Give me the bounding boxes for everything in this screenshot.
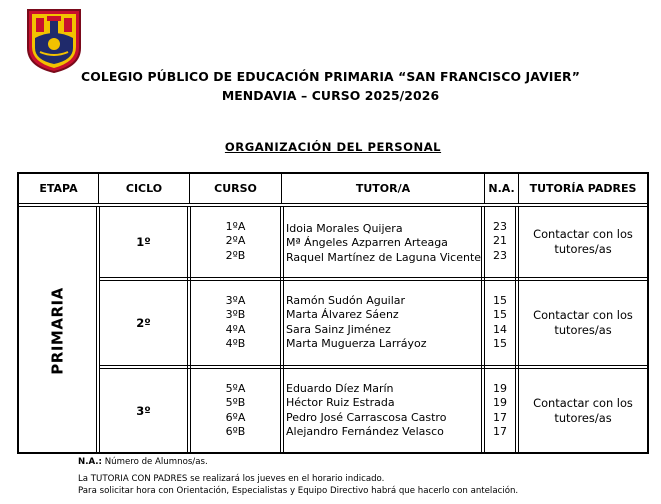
tutores-ciclo-2: [286, 294, 480, 352]
ciclo-1: 1º: [136, 235, 151, 249]
table-row: 3ºA: [225, 294, 246, 307]
note-tutoria: La TUTORIA CON PADRES se realizará los jueves en el horario indicado.: [78, 474, 385, 484]
na-ciclo-3: [485, 382, 515, 440]
ciclo-3: 3º: [136, 403, 151, 418]
tutoria-ciclo-1: Contactar con los tutores/as: [533, 227, 633, 256]
table-row: 3ºB: [225, 308, 246, 322]
table-row: 6ºB: [225, 425, 246, 439]
table-row: 23: [493, 248, 507, 262]
tutoria-ciclo-3: Contactar con los tutores/as: [533, 395, 633, 425]
school-crest-icon: [26, 8, 82, 74]
section-title: ORGANIZACIÓN DEL PERSONAL: [224, 140, 442, 154]
table-row: 15: [493, 294, 507, 307]
header-tutor: TUTOR/A: [355, 182, 411, 195]
table-row: 23: [493, 220, 507, 233]
table-row: Pedro José Carrascosa Castro: [286, 410, 447, 424]
table-row: 4ºB: [225, 337, 246, 351]
school-location-year: MENDAVIA – CURSO 2025/2026: [221, 88, 440, 103]
table-row: 21: [493, 234, 507, 248]
ciclo-2: 2º: [136, 316, 151, 330]
cursos-ciclo-1: [191, 220, 280, 263]
table-row: Ramón Sudón Aguilar: [286, 294, 406, 307]
table-row: 2ºB: [225, 248, 246, 262]
table-row: Mª Ángeles Azparren Arteaga: [286, 236, 448, 250]
tutores-ciclo-1: [286, 222, 480, 265]
table-row: Marta Álvarez Sáenz: [286, 308, 399, 322]
header-na: N.A.: [488, 182, 515, 195]
header-etapa: ETAPA: [39, 182, 78, 195]
table-row: 6ºA: [225, 410, 246, 424]
tutores-ciclo-3: [286, 382, 480, 440]
table-row: Alejandro Fernández Velasco: [286, 425, 444, 439]
header-tutoria-padres: TUTORÍA PADRES: [529, 182, 637, 195]
school-name: COLEGIO PÚBLICO DE EDUCACIÓN PRIMARIA “SAN FRANCISCO JAVIER”: [81, 69, 580, 84]
table-row: 4ºA: [225, 322, 246, 336]
table-row: 17: [493, 425, 507, 439]
table-row: Marta Muguerza Larráyoz: [286, 337, 427, 351]
tutoria-ciclo-2: Contactar con los tutores/as: [533, 308, 633, 337]
cursos-ciclo-2: [191, 294, 280, 352]
cursos-ciclo-3: [191, 382, 280, 440]
table-row: 15: [493, 337, 507, 351]
table-row: Héctor Ruiz Estrada: [286, 396, 395, 410]
table-row: Raquel Martínez de Laguna Vicente: [286, 250, 482, 264]
note-na: N.A.: Número de Alumnos/as.: [78, 457, 208, 467]
table-row: Eduardo Díez Marín: [286, 382, 394, 395]
na-ciclo-1: [485, 220, 515, 263]
note-appointments: Para solicitar hora con Orientación, Especialistas y Equipo Directivo habrá que hacerlo con antelación.: [78, 486, 519, 496]
na-ciclo-2: [485, 294, 515, 352]
header-ciclo: CICLO: [125, 182, 163, 195]
table-row: 1ºA: [225, 220, 246, 233]
table-row: Sara Sainz Jiménez: [286, 322, 391, 336]
table-row: Idoia Morales Quijera: [286, 222, 403, 235]
table-row: 2ºA: [225, 234, 246, 248]
table-row: 17: [493, 410, 507, 424]
table-row: 14: [493, 322, 507, 336]
etapa-primaria: PRIMARIA: [49, 286, 67, 375]
table-row: 19: [493, 382, 507, 395]
table-row: 19: [493, 396, 507, 410]
table-row: 5ºA: [225, 382, 246, 395]
header-curso: CURSO: [214, 182, 257, 195]
staff-table: [17, 172, 649, 454]
table-row: 5ºB: [225, 396, 246, 410]
table-row: 15: [493, 308, 507, 322]
